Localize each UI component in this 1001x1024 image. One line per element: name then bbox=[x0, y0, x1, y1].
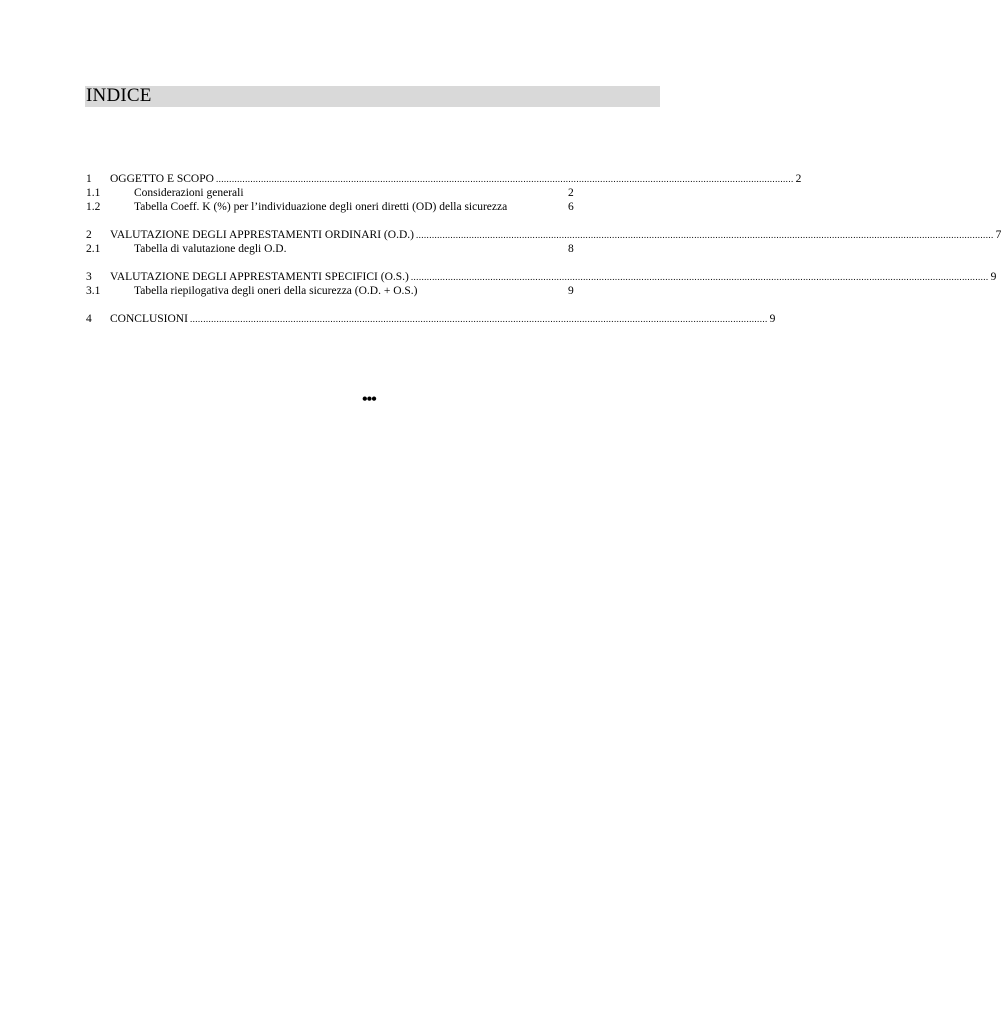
toc-entry-1[interactable] bbox=[86, 172, 802, 186]
toc-page: 2 bbox=[795, 173, 802, 185]
dot-leader: .......................................................................................................................................................................................................................... bbox=[410, 272, 989, 282]
toc-entry-1-2[interactable] bbox=[86, 200, 658, 214]
toc-title: VALUTAZIONE DEGLI APPRESTAMENTI ORDINARI (O.D.) bbox=[110, 229, 414, 241]
toc-page: 7 bbox=[995, 229, 1001, 241]
toc-page: 6 bbox=[568, 201, 574, 213]
toc-title: Tabella riepilogativa degli oneri della sicurezza (O.D. + O.S.) bbox=[134, 285, 418, 297]
toc-entry-2-1[interactable] bbox=[86, 242, 658, 256]
toc-page: 2 bbox=[568, 187, 574, 199]
toc-title: OGGETTO E SCOPO bbox=[110, 173, 214, 185]
toc-title: Considerazioni generali bbox=[134, 187, 244, 199]
dot-leader: .......................................................................................................................................................................................................................... bbox=[215, 174, 794, 184]
toc-entry-4[interactable] bbox=[86, 312, 776, 326]
toc-entry-1-1[interactable] bbox=[86, 186, 658, 200]
toc-number: 1.1 bbox=[86, 187, 101, 199]
toc-title: Tabella di valutazione degli O.D. bbox=[134, 243, 287, 255]
toc-number: 3.1 bbox=[86, 285, 101, 297]
toc-title: CONCLUSIONI bbox=[110, 313, 188, 325]
toc-entry-3-1[interactable] bbox=[86, 284, 658, 298]
toc-entry-3[interactable] bbox=[86, 270, 997, 284]
toc-number: 2.1 bbox=[86, 243, 101, 255]
dot-leader: .......................................................................................................................................................................................................................... bbox=[415, 230, 994, 240]
toc-title: VALUTAZIONE DEGLI APPRESTAMENTI SPECIFICI (O.S.) bbox=[110, 271, 409, 283]
toc-entry-2[interactable] bbox=[86, 228, 1001, 242]
toc-number: 1 bbox=[86, 173, 92, 185]
toc-page: 9 bbox=[990, 271, 997, 283]
toc-number: 3 bbox=[86, 271, 92, 283]
toc-number: 1.2 bbox=[86, 201, 101, 213]
table-of-contents bbox=[86, 172, 1001, 326]
index-heading-bar bbox=[85, 86, 660, 107]
end-of-index-mark: ••• bbox=[362, 391, 376, 408]
index-heading: INDICE bbox=[86, 85, 152, 106]
toc-page: 8 bbox=[568, 243, 574, 255]
toc-number: 2 bbox=[86, 229, 92, 241]
toc-number: 4 bbox=[86, 313, 92, 325]
toc-title: Tabella Coeff. K (%) per l’individuazione degli oneri diretti (OD) della sicurezza bbox=[134, 201, 508, 213]
toc-page: 9 bbox=[568, 285, 574, 297]
dot-leader: .......................................................................................................................................................................................................................... bbox=[189, 314, 768, 324]
toc-page: 9 bbox=[769, 313, 776, 325]
